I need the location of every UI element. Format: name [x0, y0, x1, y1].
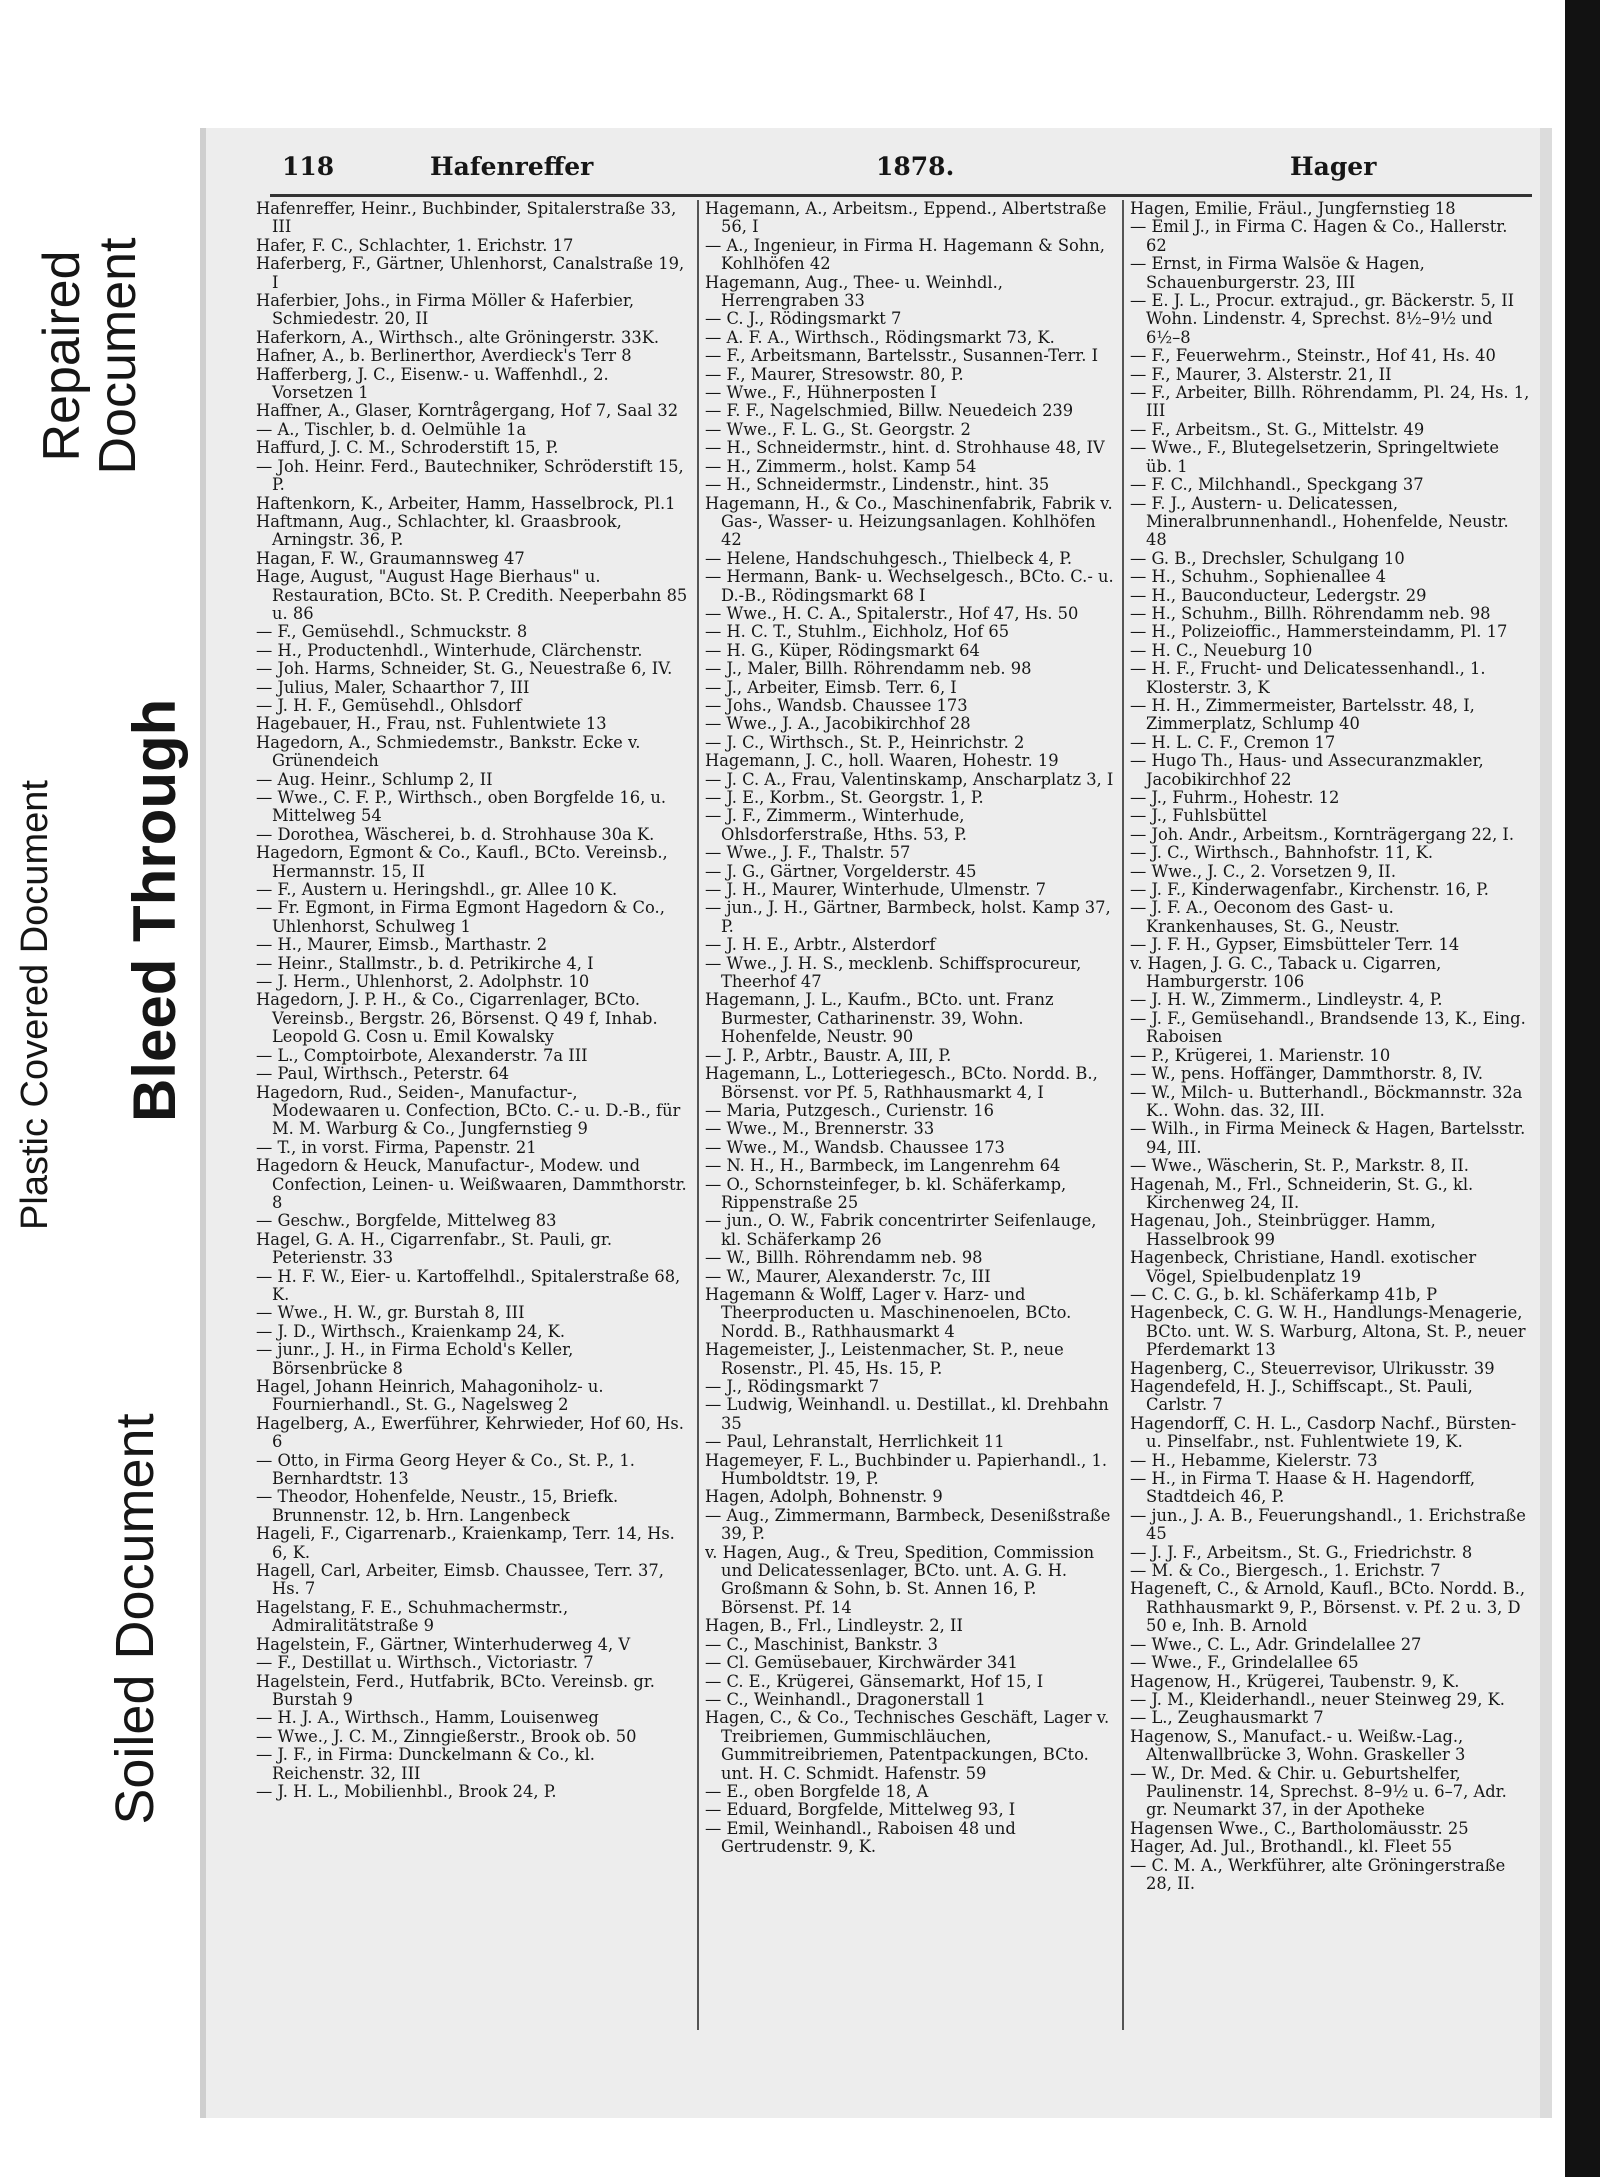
- directory-entry: — J. F. A., Oeconom des Gast- u. Krankenhauses, St. G., Neustr.: [1130, 898, 1400, 936]
- scanned-page-edge: [1540, 128, 1552, 2118]
- directory-entry: — Wwe., H. W., gr. Burstah 8, III: [256, 1303, 525, 1323]
- directory-entry: — J. H. E., Arbtr., Alsterdorf: [705, 935, 936, 955]
- directory-entry: — H. F. W., Eier- u. Kartoffelhdl., Spitalerstraße 68, K.: [256, 1266, 681, 1304]
- directory-entry: — J. J. F., Arbeitsm., St. G., Friedrichstr. 8: [1130, 1542, 1473, 1562]
- directory-entry: Hagenberg, C., Steuerrevisor, Ulrikusstr. 39: [1130, 1358, 1495, 1378]
- directory-entry: — J., Maler, Billh. Röhrendamm neb. 98: [705, 659, 1032, 679]
- directory-entry: Hagendorff, C. H. L., Casdorp Nachf., Bürsten- u. Pinselfabr., nst. Fuhlentwiete 19, K.: [1130, 1413, 1517, 1452]
- running-head-left: Hafenreffer: [430, 152, 594, 181]
- label-repaired-document: Repaired Document: [33, 237, 147, 475]
- directory-entry: — Aug., Zimmermann, Barmbeck, Desenißstraße 39, P.: [705, 1505, 1111, 1544]
- directory-entry: Hagedorn, Egmont & Co., Kaufl., BCto. Vereinsb., Hermannstr. 15, II: [256, 843, 668, 881]
- directory-entry: — A. F. A., Wirthsch., Rödingsmarkt 73, K.: [705, 327, 1055, 347]
- directory-entry: — J., Rödingsmarkt 7: [705, 1377, 880, 1396]
- directory-entry: — C., Maschinist, Bankstr. 3: [705, 1634, 938, 1654]
- directory-entry: Hagen, Adolph, Bohnenstr. 9: [705, 1487, 943, 1507]
- directory-entry: — A., Tischler, b. d. Oelmühle 1a: [256, 419, 527, 439]
- directory-column-1: [256, 200, 688, 2030]
- directory-entry: Hagedorn, Rud., Seiden-, Manufactur-, Modewaaren u. Confection, BCto. C.- u. D.-B., für M. M. Warburg & Co., Jungfernstieg 9: [256, 1082, 681, 1139]
- directory-entry: Hagenow, S., Manufact.- u. Weißw.-Lag., Altenwallbrücke 3, Wohn. Graskeller 3: [1130, 1726, 1466, 1765]
- directory-entry: — J., Fuhlsbüttel: [1130, 806, 1267, 826]
- directory-entry: — J. C., Wirthsch., Bahnhofstr. 11, K.: [1130, 843, 1434, 863]
- directory-entry: — H. H., Zimmermeister, Bartelsstr. 48, I, Zimmerplatz, Schlump 40: [1130, 695, 1475, 734]
- directory-entry: — H. J. A., Wirthsch., Hamm, Louisenweg: [256, 1708, 599, 1728]
- directory-entry: — W., Milch- u. Butterhandl., Böckmannstr. 32a K.. Wohn. das. 32, III.: [1130, 1082, 1523, 1120]
- directory-entry: — Aug. Heinr., Schlump 2, II: [256, 769, 493, 789]
- directory-entry: — Emil, Weinhandl., Raboisen 48 und Gertrudenstr. 9, K.: [705, 1818, 1016, 1857]
- directory-entry: — C. E., Krügerei, Gänsemarkt, Hof 15, I: [705, 1671, 1044, 1691]
- directory-entry: — A., Ingenieur, in Firma H. Hagemann & Sohn, Kohlhöfen 42: [705, 235, 1105, 274]
- directory-entry: Hagen, Emilie, Fräul., Jungfernstieg 18: [1130, 200, 1456, 218]
- directory-entry: Hagenau, Joh., Steinbrügger. Hamm, Hasselbrook 99: [1130, 1211, 1436, 1249]
- directory-entry: Haftenkorn, K., Arbeiter, Hamm, Hasselbrock, Pl.1: [256, 493, 676, 513]
- directory-entry: — Wwe., M., Wandsb. Chaussee 173: [705, 1137, 1005, 1157]
- directory-entry: — F., Maurer, Stresowstr. 80, P.: [705, 364, 964, 384]
- directory-entry: Hagedorn & Heuck, Manufactur-, Modew. und Confection, Leinen- u. Weißwaaren, Dammthorstr. 8: [256, 1156, 687, 1212]
- directory-entry: — J. Herm., Uhlenhorst, 2. Adolphstr. 10: [256, 972, 590, 992]
- directory-entry: — F., Arbeiter, Billh. Röhrendamm, Pl. 24, Hs. 1, III: [1130, 383, 1530, 421]
- directory-entry: — J. F., in Firma: Dunckelmann & Co., kl. Reichenstr. 32, III: [256, 1745, 595, 1783]
- header-rule: [270, 194, 1532, 197]
- directory-entry: — H., Productenhdl., Winterhude, Clärchenstr.: [256, 640, 643, 660]
- directory-entry: — Joh. Andr., Arbeitsm., Kornträgergang 22, I.: [1130, 824, 1515, 844]
- directory-entry: — F. J., Austern- u. Delicatessen, Mineralbrunnenhandl., Hohenfelde, Neustr. 48: [1130, 493, 1509, 550]
- directory-entry: v. Hagen, Aug., & Treu, Spedition, Commission und Delicatessenlager, BCto. unt. A. G. H. Großmann & Sohn, b. St. Annen 16, P. Börsenst. Pf. 14: [705, 1542, 1095, 1617]
- directory-entry: Hagemann, H., & Co., Maschinenfabrik, Fabrik v. Gas-, Wasser- u. Heizungsanlagen. Kohlhöfen 42: [705, 493, 1113, 550]
- directory-entry: — H., Hebamme, Kielerstr. 73: [1130, 1450, 1378, 1470]
- directory-entry: — W., pens. Hoffänger, Dammthorstr. 8, IV.: [1130, 1064, 1483, 1084]
- directory-entry: Hageli, F., Cigarrenarb., Kraienkamp, Terr. 14, Hs. 6, K.: [256, 1524, 675, 1562]
- directory-entry: — Fr. Egmont, in Firma Egmont Hagedorn & Co., Uhlenhorst, Schulweg 1: [256, 898, 665, 936]
- directory-entry: Hagensen Wwe., C., Bartholomäusstr. 25: [1130, 1818, 1469, 1838]
- directory-entry: — Wilh., in Firma Meineck & Hagen, Bartelsstr. 94, III.: [1130, 1119, 1526, 1157]
- directory-entry: Hagenbeck, Christiane, Handl. exotischer Vögel, Spielbudenplatz 19: [1130, 1248, 1477, 1286]
- directory-entry: — H., Schneidermstr., hint. d. Strohhause 48, IV: [705, 438, 1105, 458]
- directory-entry: — Heinr., Stallmstr., b. d. Petrikirche 4, I: [256, 953, 594, 973]
- directory-entry: — E., oben Borgfelde 18, A: [705, 1781, 929, 1801]
- directory-entry: Hagemann, A., Arbeitsm., Eppend., Albertstraße 56, I: [705, 200, 1107, 237]
- directory-entry: — J. H. L., Mobilienhbl., Brook 24, P.: [256, 1781, 557, 1801]
- directory-entry: — F., Feuerwehrm., Steinstr., Hof 41, Hs. 40: [1130, 346, 1496, 366]
- directory-entry: — W., Dr. Med. & Chir. u. Geburtshelfer, Paulinenstr. 14, Sprechst. 8–9½ u. 6–7, Adr. gr. Neumarkt 37, in der Apotheke: [1130, 1763, 1507, 1820]
- directory-entry: — H., Bauconducteur, Ledergstr. 29: [1130, 585, 1427, 605]
- directory-entry: — junr., J. H., in Firma Echold's Keller, Börsenbrücke 8: [256, 1340, 574, 1378]
- directory-entry: Hagemann, L., Lotteriegesch., BCto. Nordd. B., Börsenst. vor Pf. 5, Rathhausmarkt 4, I: [705, 1064, 1098, 1102]
- directory-entry: — Wwe., J. C., 2. Vorsetzen 9, II.: [1130, 861, 1397, 881]
- directory-entry: — Wwe., F. L. G., St. Georgstr. 2: [705, 419, 971, 439]
- directory-entry: Hagedorn, J. P. H., & Co., Cigarrenlager, BCto. Vereinsb., Bergstr. 26, Börsenst. Q 49 f, Inhab. Leopold G. Cosn u. Emil Kowalsky: [256, 990, 658, 1047]
- directory-entry: Hagemeister, J., Leistenmacher, St. P., neue Rosenstr., Pl. 45, Hs. 15, P.: [705, 1340, 1064, 1378]
- directory-entry: — J. E., Korbm., St. Georgstr. 1, P.: [705, 788, 984, 807]
- directory-entry: — W., Billh. Röhrendamm neb. 98: [705, 1248, 983, 1268]
- directory-entry: — H. L. C. F., Cremon 17: [1130, 732, 1336, 752]
- directory-entry: Hafferberg, J. C., Eisenw.- u. Waffenhdl., 2. Vorsetzen 1: [256, 364, 609, 403]
- directory-entry: — L., Zeughausmarkt 7: [1130, 1708, 1324, 1728]
- directory-entry: — Eduard, Borgfelde, Mittelweg 93, I: [705, 1800, 1016, 1820]
- directory-entry: — F. C., Milchhandl., Speckgang 37: [1130, 475, 1424, 495]
- directory-entry: — Wwe., F., Hühnerposten I: [705, 383, 937, 403]
- directory-entry: — Wwe., C. F. P., Wirthsch., oben Borgfelde 16, u. Mittelweg 54: [256, 788, 667, 826]
- directory-entry: — J. G., Gärtner, Vorgelderstr. 45: [705, 861, 977, 881]
- directory-entry: — C. J., Rödingsmarkt 7: [705, 309, 902, 329]
- directory-entry: — H. G., Küper, Rödingsmarkt 64: [705, 640, 980, 660]
- directory-entry: — Paul, Wirthsch., Peterstr. 64: [256, 1064, 510, 1084]
- directory-entry: — J. F., Gemüsehandl., Brandsende 13, K., Eing. Raboisen: [1130, 1008, 1526, 1047]
- directory-entry: Hagan, F. W., Graumannsweg 47: [256, 548, 525, 568]
- directory-entry: — N. H., H., Barmbeck, im Langenrehm 64: [705, 1156, 1061, 1176]
- right-margin-strip: [1565, 0, 1600, 2177]
- directory-entry: — H., Zimmerm., holst. Kamp 54: [705, 456, 977, 476]
- directory-entry: Haffner, A., Glaser, Korntrågergang, Hof 7, Saal 32: [256, 401, 679, 421]
- directory-entry: — Wwe., J. F., Thalstr. 57: [705, 843, 911, 863]
- directory-entry: — Ludwig, Weinhandl. u. Destillat., kl. Drehbahn 35: [705, 1395, 1109, 1433]
- directory-entry: — jun., J. A. B., Feuerungshandl., 1. Erichstraße 45: [1130, 1505, 1526, 1544]
- directory-entry: — J. C., Wirthsch., St. P., Heinrichstr. 2: [705, 732, 1025, 752]
- directory-entry: — H. C. T., Stuhlm., Eichholz, Hof 65: [705, 622, 1010, 642]
- directory-entry: — C. C. G., b. kl. Schäferkamp 41b, P: [1130, 1284, 1438, 1304]
- directory-entry: — O., Schornsteinfeger, b. kl. Schäferkamp, Rippenstraße 25: [705, 1174, 1067, 1212]
- directory-entry: — J. C. A., Frau, Valentinskamp, Anscharplatz 3, I: [705, 769, 1114, 789]
- directory-entry: Hafner, A., b. Berlinerthor, Averdieck's Terr 8: [256, 346, 632, 366]
- directory-entry: — H., in Firma T. Haase & H. Hagendorff, Stadtdeich 46, P.: [1130, 1469, 1476, 1507]
- directory-entry: — H., Schuhm., Sophienallee 4: [1130, 567, 1386, 587]
- directory-entry: Hagemann & Wolff, Lager v. Harz- und Theerproducten u. Maschinenoelen, BCto. Nordd. B., Rathhausmarkt 4: [705, 1284, 1072, 1341]
- directory-entry: — F., Destillat u. Wirthsch., Victoriastr. 7: [256, 1653, 594, 1673]
- directory-entry: Hagen, C., & Co., Technisches Geschäft, Lager v. Treibriemen, Gummischläuchen, Gummitreibriemen, Patentpackungen, BCto. unt. H. C. Schmidt. Hafenstr. 59: [705, 1708, 1110, 1783]
- directory-entry: — Helene, Handschuhgesch., Thielbeck 4, P.: [705, 548, 1073, 568]
- directory-entry: — Julius, Maler, Schaarthor 7, III: [256, 677, 530, 697]
- directory-entry: — Otto, in Firma Georg Heyer & Co., St. P., 1. Bernhardtstr. 13: [256, 1450, 635, 1489]
- directory-entry: — T., in vorst. Firma, Papenstr. 21: [256, 1137, 537, 1157]
- directory-entry: — J. M., Kleiderhandl., neuer Steinweg 29, K.: [1130, 1689, 1505, 1709]
- directory-entry: — J. H. W., Zimmerm., Lindleystr. 4, P.: [1130, 990, 1443, 1010]
- column-divider-1: [697, 200, 699, 2030]
- directory-entry: — J., Fuhrm., Hohestr. 12: [1130, 788, 1340, 807]
- directory-entry: Haffurd, J. C. M., Schroderstift 15, P.: [256, 438, 559, 458]
- directory-entry: — F., Arbeitsmann, Bartelsstr., Susannen-Terr. I: [705, 346, 1099, 366]
- directory-entry: — J. H., Maurer, Winterhude, Ulmenstr. 7: [705, 880, 1046, 900]
- directory-entry: — J. H. F., Gemüsehdl., Ohlsdorf: [256, 695, 522, 715]
- directory-entry: Hagebauer, H., Frau, nst. Fuhlentwiete 13: [256, 714, 607, 734]
- directory-entry: — J. F., Zimmerm., Winterhude, Ohlsdorferstraße, Hths. 53, P.: [705, 806, 967, 844]
- directory-entry: Hager, Ad. Jul., Brothandl., kl. Fleet 55: [1130, 1837, 1453, 1857]
- column-divider-2: [1122, 200, 1124, 2030]
- directory-entry: Hagenow, H., Krügerei, Taubenstr. 9, K.: [1130, 1671, 1460, 1691]
- directory-entry: Hagelstang, F. E., Schuhmachermstr., Admiralitätstraße 9: [256, 1597, 569, 1636]
- running-head-right: Hager: [1290, 152, 1377, 181]
- directory-entry: — Wwe., H. C. A., Spitalerstr., Hof 47, Hs. 50: [705, 603, 1079, 623]
- directory-entry: — J. F., Kinderwagenfabr., Kirchenstr. 16, P.: [1130, 880, 1489, 900]
- directory-entry: — J., Arbeiter, Eimsb. Terr. 6, I: [705, 677, 957, 697]
- directory-entry: — Joh. Heinr. Ferd., Bautechniker, Schröderstift 15, P.: [256, 456, 684, 495]
- directory-entry: — W., Maurer, Alexanderstr. 7c, III: [705, 1266, 991, 1286]
- directory-entry: Hagemann, Aug., Thee- u. Weinhdl., Herrengraben 33: [705, 272, 1003, 311]
- directory-entry: — J. P., Arbtr., Baustr. A, III, P.: [705, 1045, 952, 1065]
- directory-entry: — Paul, Lehranstalt, Herrlichkeit 11: [705, 1432, 1005, 1452]
- directory-entry: — Ernst, in Firma Walsöe & Hagen, Schauenburgerstr. 23, III: [1130, 254, 1425, 292]
- directory-column-3: [1130, 200, 1530, 2030]
- label-bleed-through: Bleed Through: [121, 698, 188, 1122]
- directory-entry: — H., Polizeioffic., Hammersteindamm, Pl. 17: [1130, 622, 1508, 642]
- directory-entry: — J. D., Wirthsch., Kraienkamp 24, K.: [256, 1321, 566, 1341]
- directory-entry: — Wwe., J. H. S., mecklenb. Schiffsprocureur, Theerhof 47: [705, 953, 1082, 992]
- directory-entry: — jun., J. H., Gärtner, Barmbeck, holst. Kamp 37, P.: [705, 898, 1111, 936]
- label-soiled-document: Soiled Document: [105, 1413, 165, 1825]
- directory-entry: — F., Austern u. Heringshdl., gr. Allee 10 K.: [256, 880, 618, 900]
- directory-entry: Hagelstein, F., Gärtner, Winterhuderweg 4, V: [256, 1634, 631, 1654]
- directory-entry: Hagel, Johann Heinrich, Mahagoniholz- u. Fournierhandl., St. G., Nagelsweg 2: [256, 1377, 604, 1415]
- directory-entry: Hafenreffer, Heinr., Buchbinder, Spitalerstraße 33, III: [256, 200, 677, 237]
- directory-entry: Hagenah, M., Frl., Schneiderin, St. G., kl. Kirchenweg 24, II.: [1130, 1174, 1474, 1212]
- directory-entry: — C., Weinhandl., Dragonerstall 1: [705, 1689, 986, 1709]
- directory-entry: — J. F. H., Gypser, Eimsbütteler Terr. 14: [1130, 935, 1460, 955]
- directory-entry: v. Hagen, J. G. C., Taback u. Cigarren, Hamburgerstr. 106: [1130, 953, 1442, 992]
- directory-entry: — Wwe., F., Blutegelsetzerin, Springeltwiete üb. 1: [1130, 438, 1500, 476]
- page-number: 118: [282, 152, 335, 181]
- directory-entry: — Hermann, Bank- u. Wechselgesch., BCto. C.- u. D.-B., Rödingsmarkt 68 I: [705, 567, 1114, 605]
- directory-entry: Hageneft, C., & Arnold, Kaufl., BCto. Nordd. B., Rathhausmarkt 9, P., Börsenst. v. Pf. 2 u. 3, D 50 e, Inh. B. Arnold: [1130, 1579, 1526, 1636]
- directory-entry: — jun., O. W., Fabrik concentrirter Seifenlauge, kl. Schäferkamp 26: [705, 1211, 1097, 1249]
- directory-entry: — Theodor, Hohenfelde, Neustr., 15, Briefk. Brunnenstr. 12, b. Hrn. Langenbeck: [256, 1487, 619, 1525]
- directory-entry: Hage, August, "August Hage Bierhaus" u. Restauration, BCto. St. P. Credith. Neeperbahn 85 u. 86: [256, 567, 688, 623]
- directory-entry: Hafer, F. C., Schlachter, 1. Erichstr. 17: [256, 235, 574, 255]
- directory-entry: — H., Schneidermstr., Lindenstr., hint. 35: [705, 475, 1050, 495]
- directory-entry: Haftmann, Aug., Schlachter, kl. Graasbrook, Arningstr. 36, P.: [256, 511, 622, 550]
- directory-entry: Hagel, G. A. H., Cigarrenfabr., St. Pauli, gr. Peterienstr. 33: [256, 1229, 613, 1268]
- directory-entry: — P., Krügerei, 1. Marienstr. 10: [1130, 1045, 1391, 1065]
- directory-entry: Hagelberg, A., Ewerführer, Kehrwieder, Hof 60, Hs. 6: [256, 1413, 684, 1452]
- directory-entry: Hagen, B., Frl., Lindleystr. 2, II: [705, 1616, 963, 1636]
- running-head-year: 1878.: [876, 152, 955, 181]
- directory-entry: — F. F., Nagelschmied, Billw. Neuedeich 239: [705, 401, 1074, 421]
- directory-entry: Hagemann, J. L., Kaufm., BCto. unt. Franz Burmester, Catharinenstr. 39, Wohn. Hohenfelde, Neustr. 90: [705, 990, 1054, 1047]
- directory-entry: — Geschw., Borgfelde, Mittelweg 83: [256, 1211, 557, 1231]
- directory-entry: — Wwe., F., Grindelallee 65: [1130, 1653, 1359, 1673]
- directory-entry: — Hugo Th., Haus- und Assecuranzmakler, Jacobikirchhof 22: [1130, 751, 1484, 789]
- directory-entry: — L., Comptoirbote, Alexanderstr. 7a III: [256, 1045, 588, 1065]
- directory-entry: — C. M. A., Werkführer, alte Gröningerstraße 28, II.: [1130, 1855, 1506, 1893]
- directory-entry: Hagemeyer, F. L., Buchbinder u. Papierhandl., 1. Humboldtstr. 19, P.: [705, 1450, 1108, 1489]
- directory-entry: — Johs., Wandsb. Chaussee 173: [705, 695, 968, 715]
- directory-entry: — Joh. Harms, Schneider, St. G., Neuestraße 6, IV.: [256, 659, 673, 679]
- directory-entry: — Wwe., C. L., Adr. Grindelallee 27: [1130, 1634, 1422, 1654]
- directory-entry: Hagenbeck, C. G. W. H., Handlungs-Menagerie, BCto. unt. W. S. Warburg, Altona, St. P., neuer Pferdemarkt 13: [1130, 1303, 1526, 1360]
- directory-entry: — Wwe., Wäscherin, St. P., Markstr. 8, II.: [1130, 1156, 1469, 1176]
- directory-entry: — Wwe., J. A., Jacobikirchhof 28: [705, 714, 971, 734]
- directory-entry: — F., Maurer, 3. Alsterstr. 21, II: [1130, 364, 1392, 384]
- directory-entry: Haferbier, Johs., in Firma Möller & Haferbier, Schmiedestr. 20, II: [256, 291, 635, 329]
- directory-entry: Hagedorn, A., Schmiedemstr., Bankstr. Ecke v. Grünendeich: [256, 732, 641, 771]
- directory-entry: — E. J. L., Procur. extrajud., gr. Bäckerstr. 5, II Wohn. Lindenstr. 4, Sprechst. 8½–9½ und 6½–8: [1130, 291, 1515, 347]
- directory-entry: — Dorothea, Wäscherei, b. d. Strohhause 30a K.: [256, 824, 655, 844]
- directory-entry: — F., Gemüsehdl., Schmuckstr. 8: [256, 622, 528, 642]
- directory-entry: — F., Arbeitsm., St. G., Mittelstr. 49: [1130, 419, 1425, 439]
- directory-entry: — G. B., Drechsler, Schulgang 10: [1130, 548, 1405, 568]
- directory-entry: Hagendefeld, H. J., Schiffscapt., St. Pauli, Carlstr. 7: [1130, 1377, 1473, 1415]
- directory-entry: — H., Maurer, Eimsb., Marthastr. 2: [256, 935, 548, 955]
- directory-entry: Hagell, Carl, Arbeiter, Eimsb. Chaussee, Terr. 37, Hs. 7: [256, 1561, 664, 1599]
- directory-entry: Haferkorn, A., Wirthsch., alte Gröningerstr. 33K.: [256, 327, 660, 347]
- directory-entry: — Wwe., J. C. M., Zinngießerstr., Brook ob. 50: [256, 1726, 637, 1746]
- directory-column-2: [705, 200, 1115, 2030]
- directory-entry: — H. C., Neueburg 10: [1130, 640, 1313, 660]
- directory-entry: Haferberg, F., Gärtner, Uhlenhorst, Canalstraße 19, I: [256, 254, 685, 292]
- directory-entry: — Cl. Gemüsebauer, Kirchwärder 341: [705, 1653, 1018, 1673]
- label-plastic-covered-document: Plastic Covered Document: [14, 780, 56, 1230]
- directory-entry: — Emil J., in Firma C. Hagen & Co., Hallerstr. 62: [1130, 217, 1508, 255]
- directory-entry: Hagelstein, Ferd., Hutfabrik, BCto. Vereinsb. gr. Burstah 9: [256, 1671, 655, 1709]
- directory-entry: Hagemann, J. C., holl. Waaren, Hohestr. 19: [705, 751, 1059, 771]
- directory-entry: — H., Schuhm., Billh. Röhrendamm neb. 98: [1130, 603, 1491, 623]
- directory-entry: — Maria, Putzgesch., Curienstr. 16: [705, 1100, 994, 1120]
- directory-entry: — Wwe., M., Brennerstr. 33: [705, 1119, 935, 1139]
- directory-entry: — M. & Co., Biergesch., 1. Erichstr. 7: [1130, 1561, 1441, 1581]
- directory-entry: — H. F., Frucht- und Delicatessenhandl., 1. Klosterstr. 3, K: [1130, 659, 1486, 697]
